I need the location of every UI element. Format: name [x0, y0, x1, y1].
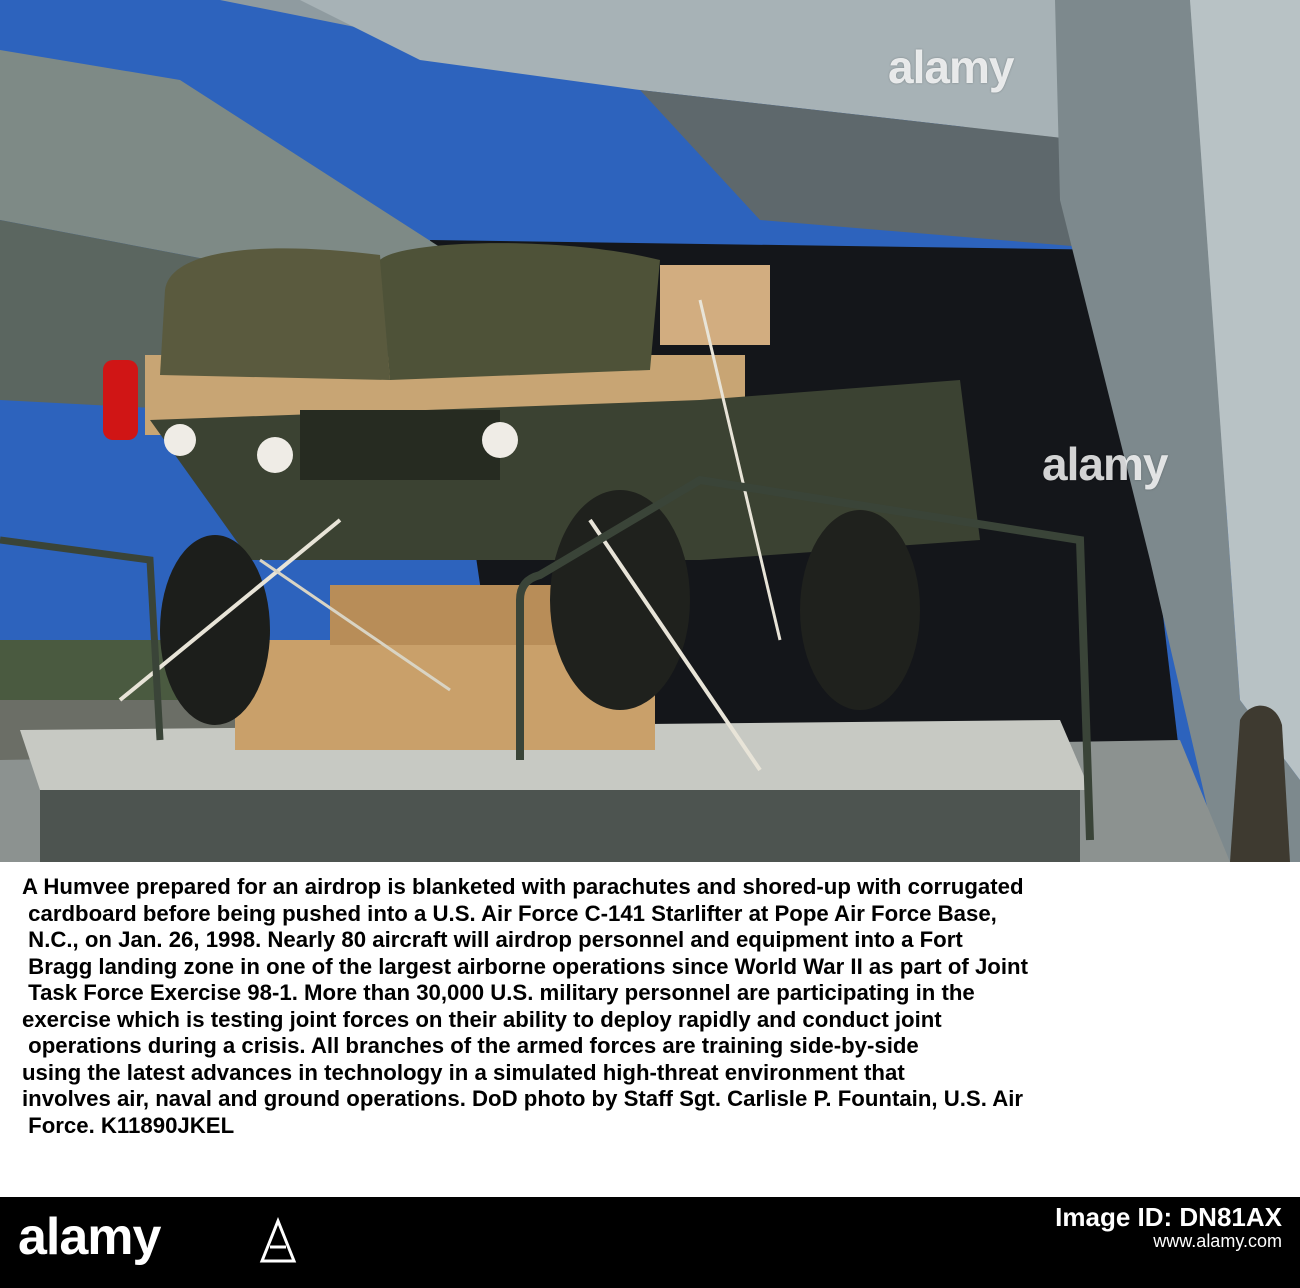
caption-line: Bragg landing zone in one of the largest airborne operations since World War II as part of Joint [22, 953, 1028, 979]
stock-footer-bar [0, 1197, 1300, 1288]
caption-line: involves air, naval and ground operations. DoD photo by Staff Sgt. Carlisle P. Fountain, U.S. Air [22, 1086, 1024, 1111]
footer-info [1055, 1202, 1282, 1253]
watermark-top: alamy [888, 41, 1014, 93]
caption-line: cardboard before being pushed into a U.S. Air Force C-141 Starlifter at Pope Air Force Base, [22, 900, 997, 926]
alamy-logo: alamy [18, 1208, 161, 1266]
caption-line: A Humvee prepared for an airdrop is blanketed with parachutes and shored-up with corrugated [22, 874, 1024, 899]
caption-line: Force. K11890JKEL [22, 1112, 235, 1138]
watermark-middle: alamy [1042, 438, 1168, 490]
caption-line: N.C., on Jan. 26, 1998. Nearly 80 aircraft will airdrop personnel and equipment into a Fort [22, 927, 963, 952]
caption-line: using the latest advances in technology in a simulated high-threat environment that [22, 1059, 905, 1085]
caption-line: operations during a crisis. All branches of the armed forces are training side-by-side [22, 1033, 919, 1058]
caption-line: Task Force Exercise 98-1. More than 30,000 U.S. military personnel are participating in the [22, 980, 975, 1005]
caption-line: exercise which is testing joint forces on their ability to deploy rapidly and conduct joint [22, 1006, 942, 1032]
photo-caption [22, 874, 1282, 1139]
site-url[interactable]: www.alamy.com [1153, 1231, 1282, 1251]
alamy-brand-icon [258, 1217, 298, 1263]
image-id-label: Image ID: DN81AX [1055, 1202, 1282, 1232]
